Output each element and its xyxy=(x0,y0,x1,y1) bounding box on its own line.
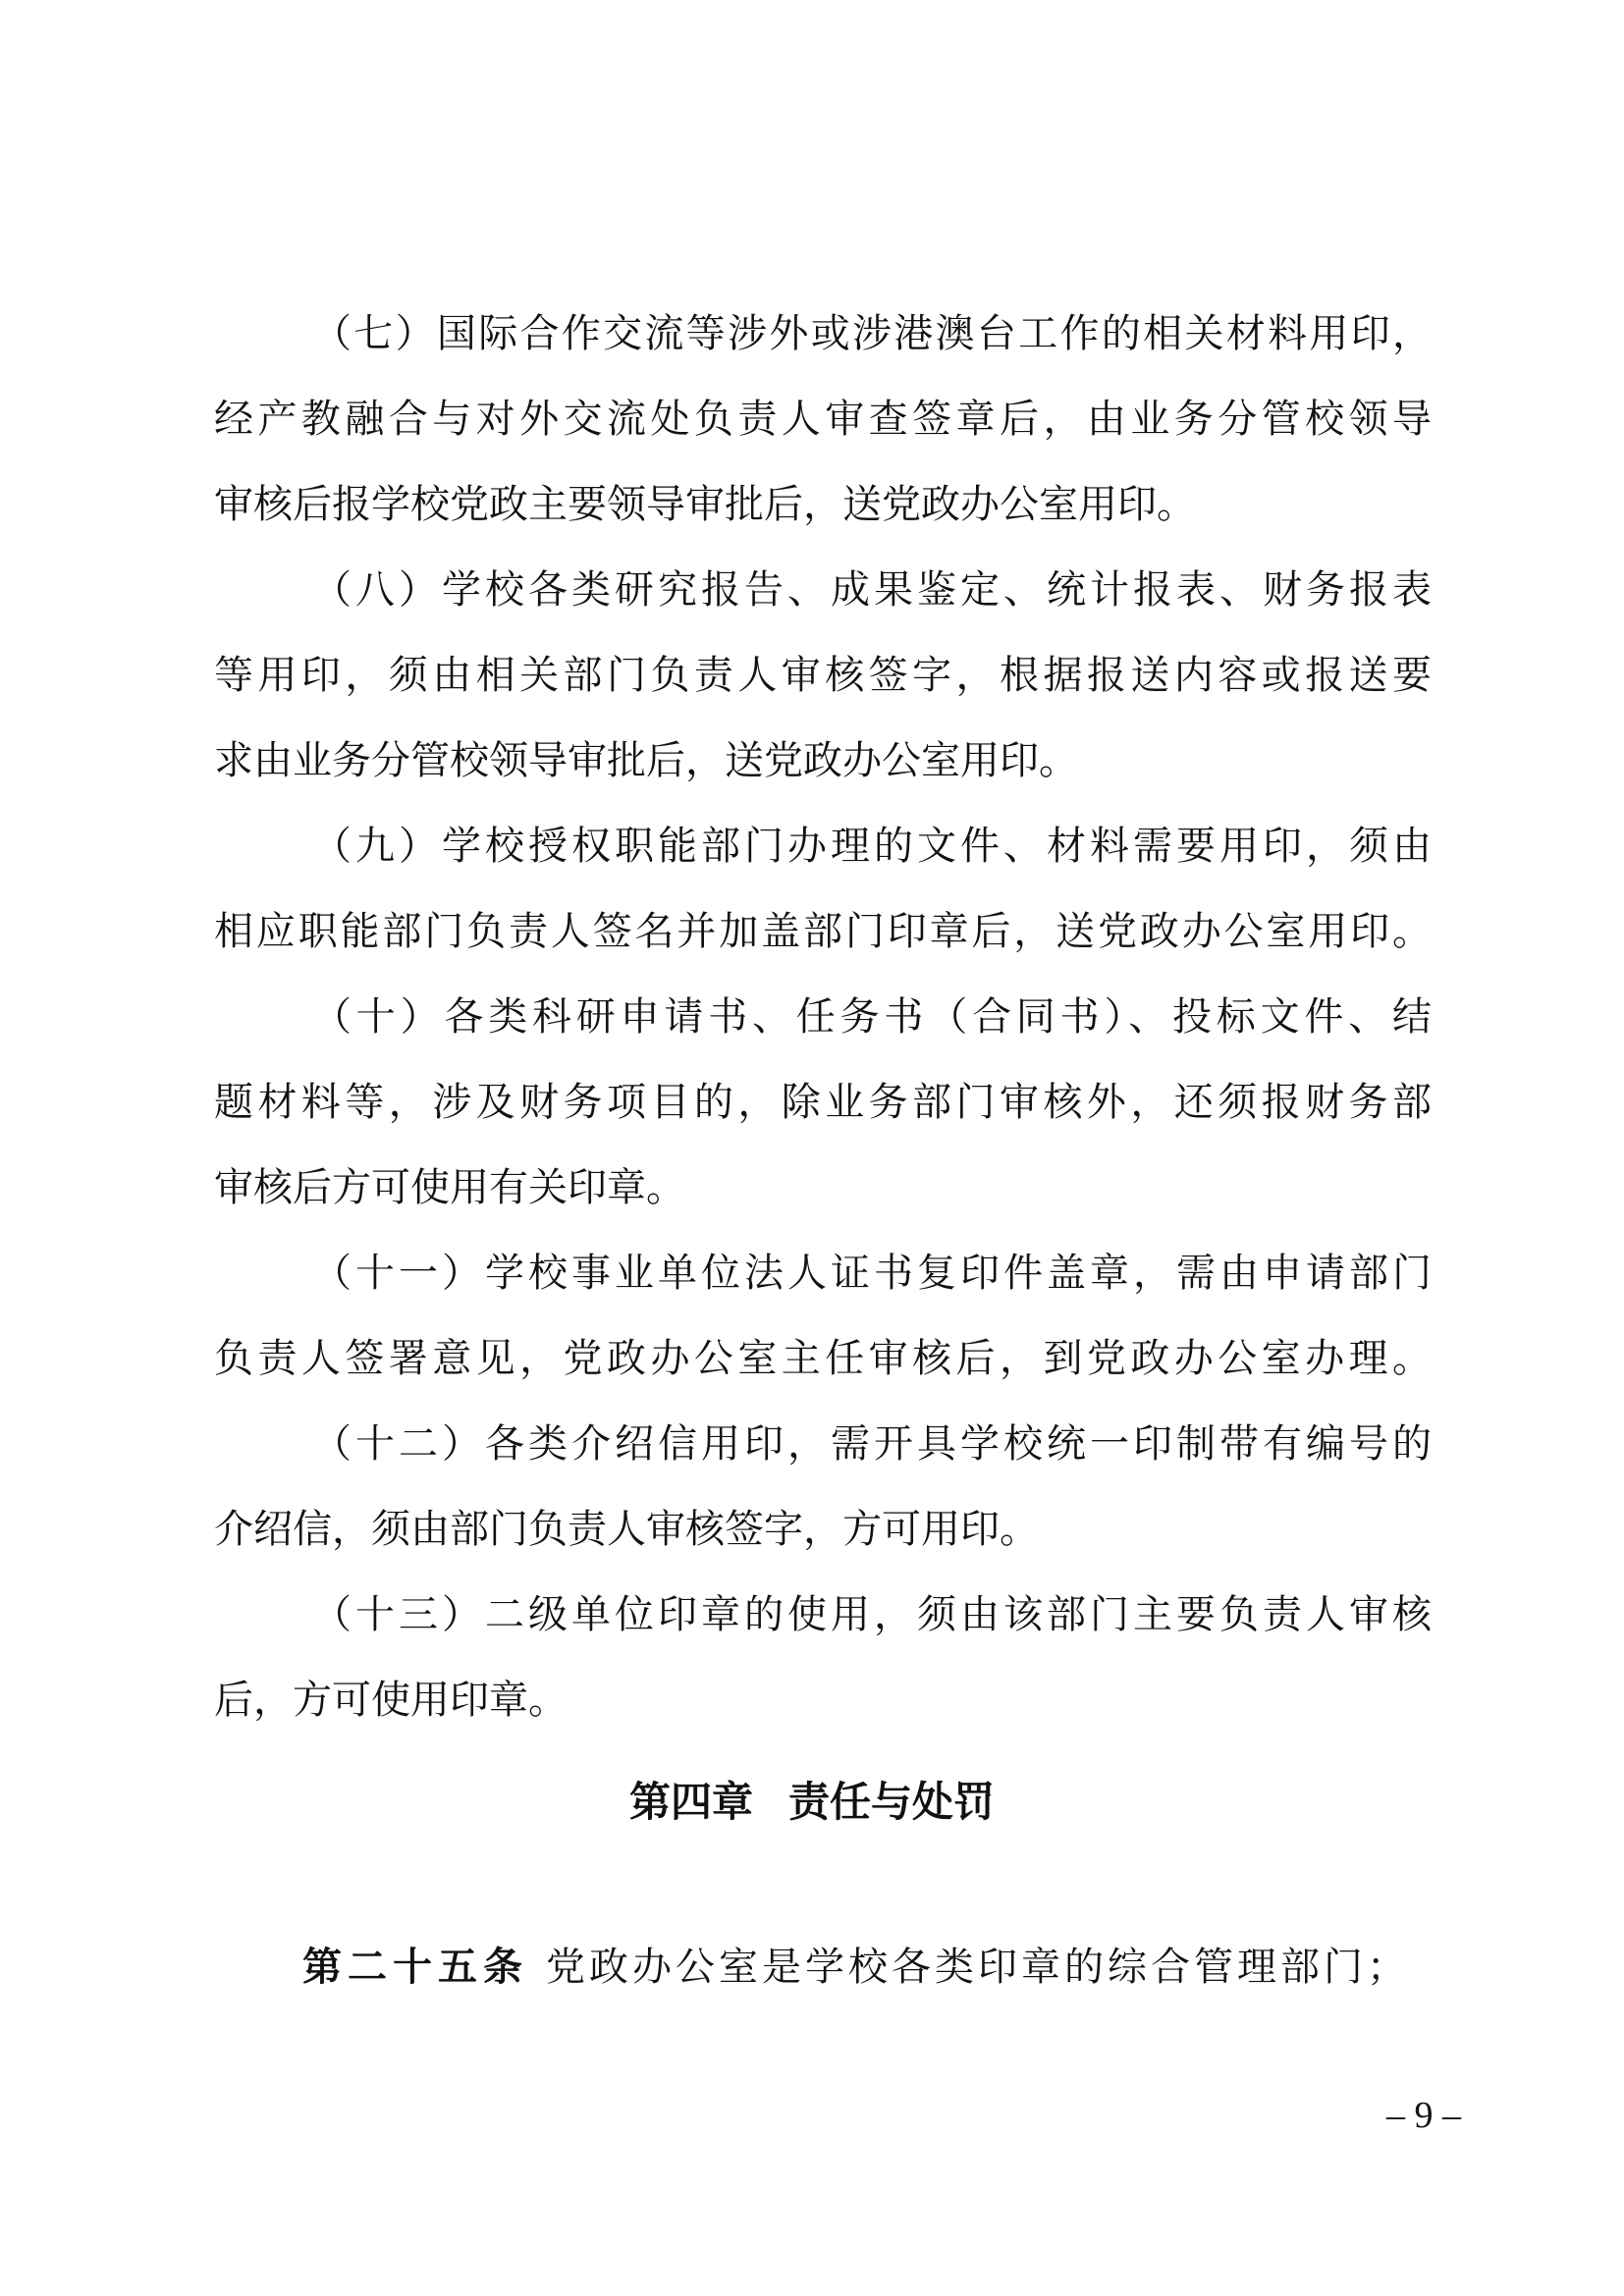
page-number: – 9 – xyxy=(1386,2095,1461,2136)
paragraph-8-line-2: 等用印，须由相关部门负责人审核签字，根据报送内容或报送要 xyxy=(214,653,1432,698)
chapter-heading xyxy=(0,1775,1624,1830)
paragraph-13-line-2: 后，方可使用印章。 xyxy=(214,1678,568,1723)
paragraph-8-line-1: （八）学校各类研究报告、成果鉴定、统计报表、财务报表 xyxy=(312,567,1432,613)
paragraph-8-line-3: 求由业务分管校领导审批后，送党政办公室用印。 xyxy=(214,738,1078,783)
article-number: 第二十五条 xyxy=(302,1945,528,1990)
paragraph-13-line-1: （十三）二级单位印章的使用，须由该部门主要负责人审核 xyxy=(312,1592,1432,1637)
paragraph-7-line-3: 审核后报学校党政主要领导审批后，送党政办公室用印。 xyxy=(214,482,1196,527)
paragraph-10-line-3: 审核后方可使用有关印章。 xyxy=(214,1165,685,1210)
article-25 xyxy=(302,1940,1432,1995)
paragraph-10-line-1: （十）各类科研申请书、任务书（合同书）、投标文件、结 xyxy=(312,994,1432,1040)
paragraph-7-line-1: （七）国际合作交流等涉外或涉港澳台工作的相关材料用印， xyxy=(312,311,1432,356)
paragraph-9-line-1: （九）学校授权职能部门办理的文件、材料需要用印，须由 xyxy=(312,824,1432,869)
chapter-number: 第四章 xyxy=(628,1778,753,1826)
paragraph-10-line-2: 题材料等，涉及财务项目的，除业务部门审核外，还须报财务部 xyxy=(214,1080,1432,1125)
paragraph-7-line-2: 经产教融合与对外交流处负责人审查签章后，由业务分管校领导 xyxy=(214,397,1432,442)
paragraph-12-line-2: 介绍信，须由部门负责人审核签字，方可用印。 xyxy=(214,1507,1039,1552)
paragraph-12-line-1: （十二）各类介绍信用印，需开具学校统一印制带有编号的 xyxy=(312,1421,1432,1467)
paragraph-9-line-2: 相应职能部门负责人签名并加盖部门印章后，送党政办公室用印。 xyxy=(214,909,1432,954)
paragraph-11-line-2: 负责人签署意见，党政办公室主任审核后，到党政办公室办理。 xyxy=(214,1336,1432,1381)
chapter-title: 责任与处罚 xyxy=(788,1778,996,1826)
article-text: 党政办公室是学校各类印章的综合管理部门； xyxy=(546,1945,1410,1990)
paragraph-11-line-1: （十一）学校事业单位法人证书复印件盖章，需由申请部门 xyxy=(312,1251,1432,1296)
